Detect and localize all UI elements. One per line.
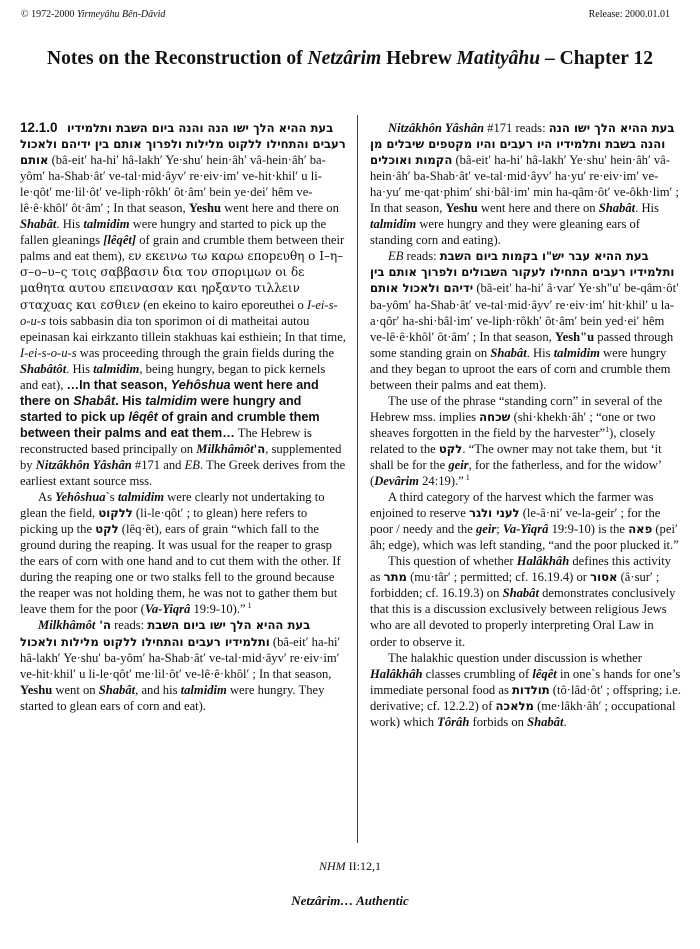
text: reads: <box>403 249 440 264</box>
reconstructed-text: Shabât <box>73 393 116 408</box>
text: went here and there on <box>221 201 339 216</box>
left-column <box>20 120 346 714</box>
term: Shabât <box>527 714 564 729</box>
title-part: Hebrew <box>381 48 457 69</box>
paragraph-halakhic-discussion <box>370 650 682 730</box>
term: talmidim <box>83 217 130 232</box>
page-reference-prefix: NHM <box>319 859 346 873</box>
text: ), closely related to the <box>370 425 656 456</box>
paragraph-third-category <box>370 489 682 553</box>
copyright-years: © 1972-2000 <box>21 9 77 20</box>
hebrew-text: בעת ההיא הלך ישו ביום השבת ותלמידיו רעבים והתחילו ללקוט מלילות ולאכול <box>20 618 311 649</box>
term: EB <box>184 457 200 472</box>
text: , being hungry, began to pick kernels and eat), <box>20 361 326 392</box>
hebrew-text: שכחה <box>479 409 511 424</box>
term: talmidim <box>180 682 227 697</box>
text: 19:9-10) is the <box>548 522 629 537</box>
footnote-marker: 1 <box>605 424 610 434</box>
paragraph-12-1-0 <box>20 120 346 489</box>
text: (shi·khekh·âh′ ; “one or two sheaves forgotten in the field by the harvester” <box>370 409 656 440</box>
text: went here and there on <box>477 201 599 216</box>
text: #171 reads: <box>484 121 549 135</box>
text: (bâ-eit′ ha-hi′ â·var′ Ye·sh"u′ be-qâm·ôt′ ba-yôm′ ha-Shab·ât′ ve-tal·mid·âyv′ re·eiv·im′ hit·khil′ u la-a·qôr′ ha-shi·bâl·im′ ve-liph·rôkh′ ôt·âm′ bein yed·ei′ hêm ve-lê·ê·khôl′ ôt·âm′ ; In that season, <box>370 281 679 344</box>
title-part: Matityâhu <box>456 48 541 69</box>
title-part: Notes on the Reconstruction of <box>47 48 308 69</box>
greek-text: εν εκεινω τω καρω εποpευθη ο Ι–η–σ–ο–υ–ς τοις σαββασιν δια τον σποριμων οι δε μαθητα αυτου επεινασαν και ηρξαντο τιλλειν σταχυας και εσθιεν <box>20 249 344 312</box>
copyright-author: Yirmeyâhu Bên-Dâvid <box>76 9 166 20</box>
reconstructed-text: …In that season, <box>66 377 171 392</box>
paragraph-halakhah-question <box>370 553 682 649</box>
term: Nitzâkhôn Yâshân <box>35 457 132 472</box>
term: I-ei-s-o-u-s <box>20 345 77 360</box>
footer-tagline: Netzârim… Authentic <box>291 893 409 908</box>
term: Milkhâmôt <box>38 618 96 633</box>
text: reads: <box>110 618 148 633</box>
text: As <box>38 490 56 505</box>
footnote-marker: 1 <box>245 601 252 611</box>
reconstructed-text: Yehôshua <box>170 377 231 392</box>
reconstructed-text: talmidim <box>145 393 198 408</box>
hebrew-text: תולדות <box>512 682 550 697</box>
text: , supplemented by <box>20 441 342 472</box>
text: demonstrates conclusively that this is a discussion exclusively between religious Jews who are all devoted to properly interpreting Oral Law in order to observe it. <box>370 586 676 649</box>
right-column <box>370 120 682 730</box>
text: The use of the phrase “standing corn” in several of the Hebrew mss. implies <box>370 393 663 424</box>
term: Yehôshua <box>55 490 106 505</box>
text: , and his <box>135 682 181 697</box>
term: Devârim <box>374 474 419 489</box>
text: went on <box>52 682 99 697</box>
page-reference-number: II:12,1 <box>345 859 381 873</box>
term: Yeshu <box>188 201 222 216</box>
reconstructed-text: went here and there on <box>20 377 319 408</box>
text: of grain and crumble them between their palms and eat them), <box>20 233 345 264</box>
hebrew-text: מלאכה <box>495 698 534 713</box>
reconstructed-text: lêqêt <box>128 409 158 424</box>
term: I-ei-s-o-u-s <box>20 297 338 328</box>
text: were hungry and they were gleaning ears of standing corn and eating). <box>370 217 640 248</box>
copyright-notice <box>21 9 165 20</box>
text: forbids on <box>469 714 528 729</box>
text: . <box>563 714 567 729</box>
term: Shabât <box>98 682 136 697</box>
text: . His <box>56 217 84 232</box>
term: geir <box>448 457 469 472</box>
term: Yesh"u <box>554 329 595 344</box>
hebrew-text: פאה <box>628 522 653 537</box>
release-label: Release: 2000.01.01 <box>588 9 670 20</box>
term: Tôrâh <box>437 714 470 729</box>
text: . His <box>526 345 554 360</box>
text: were hungry and started to pick up the fallen gleanings <box>20 217 327 248</box>
term: Halâkhâh <box>516 554 570 569</box>
text: (pei′ âh; edge), which was left standing, “and the poor plucked it.” <box>370 522 679 553</box>
reconstructed-text: were hungry and started to pick up <box>20 393 302 424</box>
text: This question of whether <box>388 554 517 569</box>
term: Shabât <box>20 217 57 232</box>
section-number: 12.1.0 <box>20 120 58 135</box>
title-part: – Chapter 12 <box>540 48 653 69</box>
footnote-marker: 1 <box>463 472 470 482</box>
term: Va-Yiqrâ <box>502 522 549 537</box>
text: was proceeding through the grain fields during the <box>76 345 335 360</box>
text: . His <box>66 361 94 376</box>
text: passed through some standing grain on <box>370 329 674 360</box>
text: (mu·târ′ ; permitted; cf. 16.19.4) or <box>406 570 591 585</box>
term: Halâkhâh <box>370 666 423 681</box>
paragraph-milkhamot <box>20 617 346 713</box>
term: Shabât <box>490 345 527 360</box>
text: (me·lâkh·âh′ ; occupational work) which <box>370 698 676 729</box>
term: lêqêt <box>532 666 557 681</box>
term: Yeshu <box>20 682 53 697</box>
hebrew-text: 'ה <box>95 618 111 633</box>
text: 19:9-10).” <box>190 602 246 617</box>
hebrew-text: אסור <box>590 570 618 585</box>
hebrew-text: בעת ההיא הלך ישו הנה והנה ביום השבת ותלמידיו רעבים והתחילו ללקוט מלילות ולפרוך אותם בין ידיהם ולאכול אותם <box>20 121 346 168</box>
term: geir <box>475 522 497 537</box>
column-divider <box>357 115 358 843</box>
term: talmidim <box>370 217 417 232</box>
text: #171 and <box>131 457 185 472</box>
text: `s <box>105 490 118 505</box>
text: were hungry and they began to uproot the ears of corn and crumble them between their palms and eat them). <box>370 345 671 392</box>
hebrew-text: בעת ההיא עבר יש"ו בקמות ביום השבת ותלמידיו רעבים התחילו לעקור השבולים ולפרוך אותם בין ידיהם ולאכול אותם <box>370 249 675 296</box>
reconstructed-text: of grain and crumble them between their palms and eat them… <box>20 409 320 440</box>
text: (bâ-eit′ ha-hi′ hâ-lakh′ Ye·shu′ ba-yôm′ ha-Shab·ât′ ve-tal·mid·âyv′ re·eiv·im′ ve-hit·khil′ u li-le·qôt′ me·lil·ôt′ ve-lê·ê·khôl′ ; In that season, <box>20 634 341 681</box>
text: tois sabbasin dia ton sporimon oi di matheitai autou epeinasan kai eirkzanto tillein stakhuas kai esthiein; In that time, <box>20 313 346 344</box>
text: . His <box>635 201 659 216</box>
term: Shabât <box>598 201 636 216</box>
text: defines this activity as <box>370 554 671 585</box>
text: were clearly not undertaking to glean the field, <box>20 490 325 521</box>
hebrew-text: לקט <box>95 522 119 537</box>
paragraph-standing-corn <box>370 393 682 489</box>
text: ; <box>496 522 503 537</box>
text: classes crumbling of <box>422 666 533 681</box>
text: (tô·lâd·ôt′ ; offspring; i.e. derivative; cf. 12.2.2) of <box>370 682 681 713</box>
text: . “The owner may not take them, but ‘it shall be for the <box>370 441 662 472</box>
page-title <box>0 48 700 70</box>
term: [lêqêt] <box>103 233 137 248</box>
hebrew-text: מתר <box>383 570 407 585</box>
reconstructed-text: . His <box>115 393 146 408</box>
text: 24:19).” <box>418 474 464 489</box>
hebrew-text: ללקוט <box>98 506 133 521</box>
term: Shabâtôt <box>20 361 67 376</box>
paragraph-nitzakhon <box>370 120 682 248</box>
text: The halakhic question under discussion is whether <box>388 650 642 665</box>
term: talmidim <box>117 490 164 505</box>
title-part: Netzârim <box>307 48 382 69</box>
term: Shabât <box>502 586 539 601</box>
text: (li-le·qôt′ ; to glean) here refers to picking up the <box>20 506 308 537</box>
text: The Hebrew is reconstructed based principally on <box>20 425 312 456</box>
text: . The Greek derives from the earliest extant source mss. <box>20 457 346 489</box>
term: Yeshu <box>445 201 478 216</box>
text: (le-â·ni′ ve-la-geir′ ; for the poor / needy and the <box>370 506 661 537</box>
paragraph-eb <box>370 248 682 392</box>
term: Milkhâmôt <box>196 441 254 456</box>
term: Nitzâkhôn Yâshân <box>388 121 485 135</box>
term: talmidim <box>93 361 140 376</box>
text: were hungry. They started to glean ears of corn and eat). <box>20 682 325 713</box>
text: A third category of the harvest which the farmer was enjoined to reserve <box>370 490 654 521</box>
term: talmidim <box>553 345 600 360</box>
text: (bâ-eit′ ha-hi′ hâ-lakh′ Ye·shu′ hein·âh′ vâ-hein·âh′ ba-Shab·ât′ ve-tal·mid·âyv′ ha·yu′ re·eiv·im′ ve-ha·yu′ me·qat·phim′ shi·bâl·im′ min ha-qâm·ôt′ ve-ôkh·lim′ ; In that season, <box>370 153 679 216</box>
text: (â·sur′ ; forbidden; cf. 16.19.3) on <box>370 570 660 601</box>
term: EB <box>388 249 404 264</box>
hebrew-text: בעת ההיא הלך ישו הנה והנה בשבת ותלמידיו היו רעבים והיו מקטפים שיבלים מן הקמות ואוכלים <box>370 121 675 168</box>
text: in one`s hands for one’s immediate personal food as <box>370 666 681 697</box>
hebrew-text: לקט <box>438 441 463 456</box>
text: (lêq·êt), ears of grain “which fall to the ground during the reaping. It was usual for the reaper to grasp the ears of corn with one hand and to cut them with the other. If during the reaping one or two stalks fell to the ground because the reaper was not holding them, he was not to gather them but leave them for the poor ( <box>20 522 341 617</box>
text: (en ekeino to kairo eporeuthei o <box>140 297 307 312</box>
text: (bâ-eit′ ha-hi′ hâ-lakh′ Ye·shu′ hein·âh′ vâ-hein·âh′ ba-yôm′ ha-Shab·ât′ ve-tal·mid·âyv′ re·eiv·im′ ve-hit·khil′ u li-le·qôt′ me·lil·ôt′ ve-liph·rôkh′ ôt·âm′ bein ye·dei′ hêm ve-lê·ê·khôl′ ôt·âm′ ; In that season, <box>20 153 326 216</box>
page-reference <box>0 859 700 874</box>
hebrew-text: לעני ולגר <box>468 506 520 521</box>
text: , for the fatherless, and for the widow’ ( <box>370 457 662 489</box>
paragraph-gleaning <box>20 489 346 617</box>
term: Va-Yiqrâ <box>144 602 191 617</box>
hebrew-text: 'ה <box>253 441 266 456</box>
